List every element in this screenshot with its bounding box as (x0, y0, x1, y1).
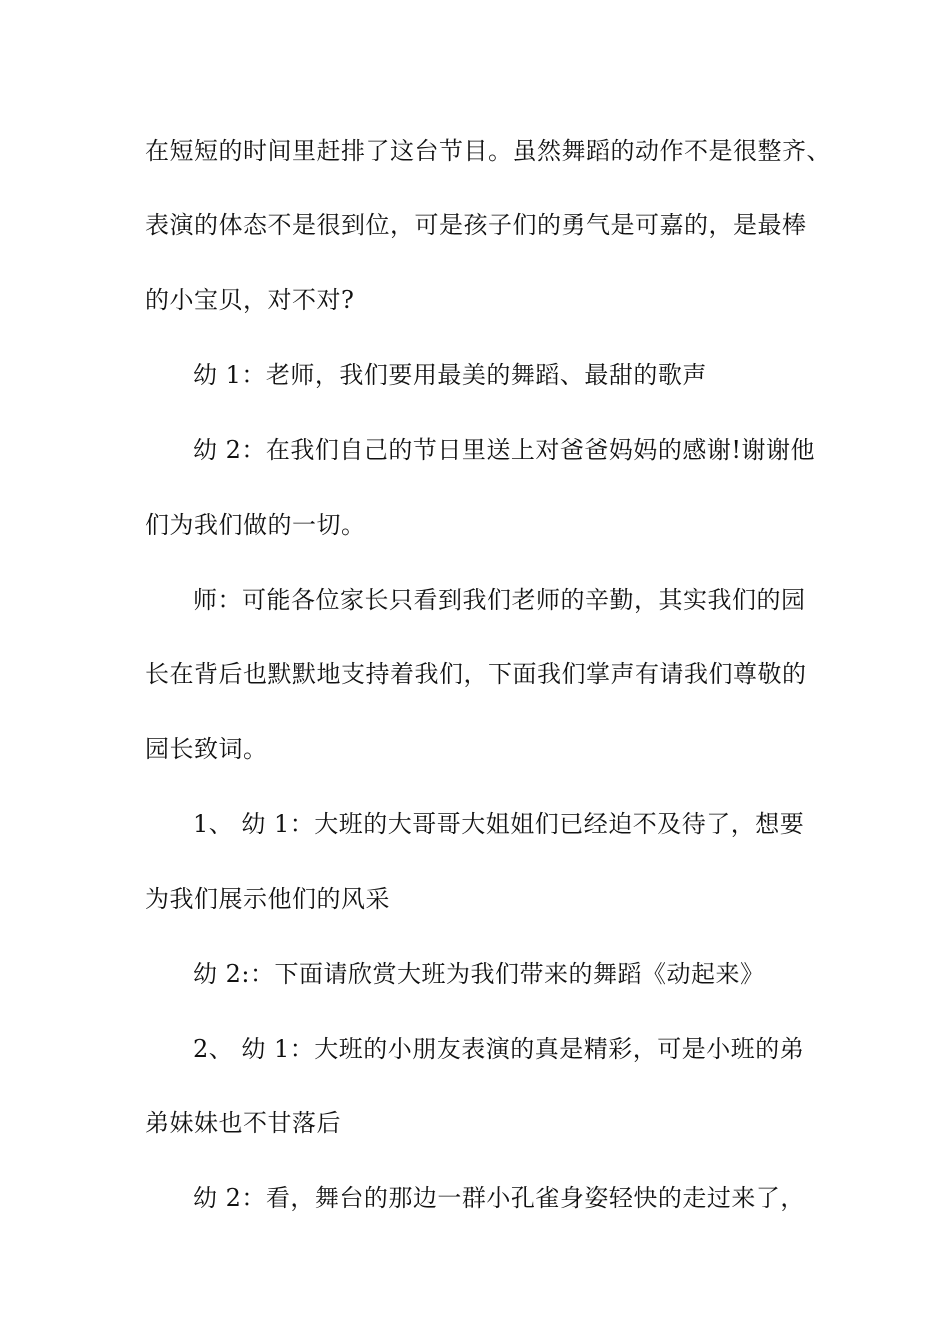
text-line: 们为我们做的一切。 (145, 511, 366, 539)
text-line: 幼 2：在我们自己的节日里送上对爸爸妈妈的感谢!谢谢他 (193, 436, 816, 464)
text-line: 幼 2：看，舞台的那边一群小孔雀身姿轻快的走过来了， (193, 1184, 805, 1212)
text-line: 表演的体态不是很到位，可是孩子们的勇气是可嘉的，是最棒 (145, 211, 807, 239)
text-line: 在短短的时间里赶排了这台节目。虽然舞蹈的动作不是很整齐、 (145, 137, 831, 165)
text-line: 幼 1：老师，我们要用最美的舞蹈、最甜的歌声 (193, 361, 707, 389)
text-line: 2、 幼 1：大班的小朋友表演的真是精彩，可是小班的弟 (193, 1035, 805, 1063)
text-line: 长在背后也默默地支持着我们，下面我们掌声有请我们尊敬的 (145, 660, 807, 688)
text-line: 1、 幼 1：大班的大哥哥大姐姐们已经迫不及待了，想要 (193, 810, 805, 838)
text-line: 为我们展示他们的风采 (145, 885, 390, 913)
text-line: 园长致词。 (145, 735, 268, 763)
text-line: 幼 2:：下面请欣赏大班为我们带来的舞蹈《动起来》 (193, 960, 765, 988)
text-line: 弟妹妹也不甘落后 (145, 1109, 341, 1137)
text-line: 师：可能各位家长只看到我们老师的辛勤，其实我们的园 (193, 586, 806, 614)
text-line: 的小宝贝，对不对? (145, 286, 355, 314)
